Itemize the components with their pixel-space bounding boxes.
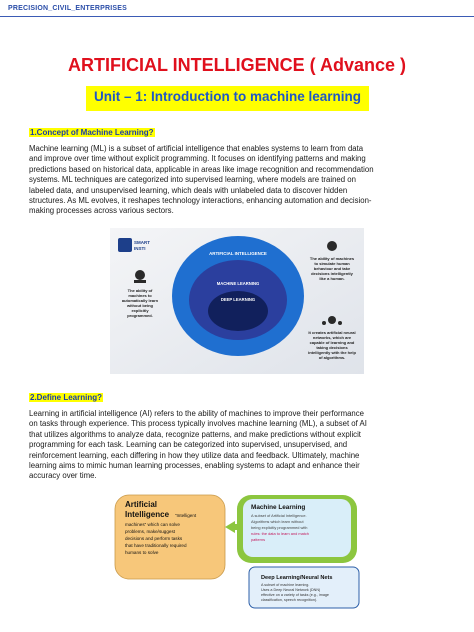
svg-text:programmed.: programmed.: [127, 313, 153, 318]
ml-label: MACHINE LEARNING: [216, 281, 260, 286]
ai-ml-dl-boxes-diagram: [113, 493, 361, 610]
svg-text:The ability of machines: The ability of machines: [309, 256, 355, 261]
svg-text:Uses a Deep Neural Network (DN: Uses a Deep Neural Network (DNN): [261, 588, 321, 592]
svg-text:to simulate human: to simulate human: [314, 261, 350, 266]
section2-line: reinforcement learning, each differing in how they utilize data and feedback. Ultimately, machine: [29, 450, 360, 460]
svg-text:being explicitly programmed wi: being explicitly programmed with: [251, 525, 308, 530]
page-title: ARTIFICIAL INTELLIGENCE ( Advance ): [67, 55, 407, 75]
header-divider: [0, 16, 474, 17]
ai-ml-dl-diagram: [110, 228, 364, 374]
section2-line: Learning in artificial intelligence (AI) refers to the ability of machines to improve their performance: [29, 409, 364, 418]
brain-icon: [327, 241, 337, 251]
section1-line: labeled data, and unsupervised learning, which deals with unlabeled data to discover hidden: [29, 185, 348, 195]
svg-text:taking decisions: taking decisions: [316, 345, 348, 350]
svg-text:machines to: machines to: [128, 293, 152, 298]
svg-text:decisions and perform tasks: decisions and perform tasks: [125, 536, 183, 541]
ai-label: ARTIFICIAL INTELLIGENCE: [209, 251, 267, 256]
svg-text:of algorithms.: of algorithms.: [318, 355, 346, 360]
section1-heading: 1.Concept of Machine Learning?: [30, 128, 154, 137]
ai-quote: “Intelligent: [175, 513, 197, 518]
ml-title: Machine Learning: [251, 504, 306, 511]
section1-line: structures. As ML evolves, it reshapes technology interactions, enhancing automation and decision-: [29, 196, 372, 206]
ai-title-1: Artificial: [125, 500, 158, 509]
svg-text:Algorithms which learn without: Algorithms which learn without: [251, 519, 304, 524]
svg-text:automatically learn: automatically learn: [121, 298, 159, 303]
ai-title-2: Intelligence: [125, 510, 170, 519]
logo-text-top: SMART: [134, 240, 150, 245]
svg-text:problems, make/suggest: problems, make/suggest: [125, 529, 176, 534]
svg-text:patterns: patterns: [251, 537, 266, 542]
section1-line: systems. ML techniques are categorized into supervised learning, where models are trained on: [29, 175, 356, 185]
svg-text:that have traditionally requir: that have traditionally required: [125, 543, 187, 548]
section1-line: Machine learning (ML) is a subset of artificial intelligence that enables systems to learn from data: [29, 144, 364, 153]
svg-text:decisions intelligently: decisions intelligently: [311, 271, 353, 276]
section1-paragraph: [29, 144, 447, 217]
section2-line: that utilizes algorithms to analyze data, recognize patterns, and make predictions without explicit: [29, 429, 361, 439]
dl-title: Deep Learning/Neural Nets: [261, 575, 333, 581]
svg-text:The ability of: The ability of: [127, 288, 153, 293]
svg-text:behaviour and take: behaviour and take: [313, 266, 351, 271]
svg-text:humans to solve: humans to solve: [125, 550, 159, 555]
svg-text:explicitly: explicitly: [131, 308, 149, 313]
section2-heading: 2.Define Learning?: [30, 393, 103, 402]
section2-line: learning aims to mimic human learning processes, enabling systems to adapt and enhance their: [29, 461, 360, 471]
svg-text:without being: without being: [127, 303, 153, 308]
svg-text:A subset of machine learning.: A subset of machine learning.: [261, 583, 310, 587]
svg-text:classification, speech recogni: classification, speech recognition).: [261, 598, 318, 602]
section1-line: making processes across various sectors.: [29, 206, 174, 216]
section2-paragraph: [29, 409, 447, 482]
unit-heading: Unit – 1: Introduction to machine learning: [93, 89, 361, 104]
svg-text:A subset of Artificial Intelli: A subset of Artificial Intelligence.: [251, 513, 307, 518]
section2-line: programming for each task. Learning can be categorized into supervised, unsupervised, and: [29, 440, 348, 450]
dl-label: DEEP LEARNING: [220, 297, 256, 302]
svg-text:It creates artificial neural: It creates artificial neural: [308, 330, 356, 335]
header-brand: PRECISION_CIVIL_ENTERPRISES: [8, 5, 127, 12]
logo-text-bottom: INSTI: [134, 246, 146, 251]
svg-text:machines” which can solve: machines” which can solve: [125, 522, 180, 527]
section2-line: on tasks through experience. This process typically involves machine learning (ML), a subset of AI: [29, 419, 367, 429]
svg-text:networks, which are: networks, which are: [312, 335, 352, 340]
section2-line: accuracy over time.: [29, 471, 97, 481]
section1-line: and improve over time without explicit programming. It focuses on identifying patterns and making: [29, 154, 366, 164]
svg-text:rules: the data to learn and m: rules: the data to learn and match: [251, 531, 309, 536]
svg-text:effective on a variety of task: effective on a variety of tasks (e.g., image: [261, 593, 329, 597]
svg-text:capable of learning and: capable of learning and: [309, 340, 355, 345]
section1-line: predictions based on historical data, applicable in areas like image recognition and recommendation: [29, 164, 374, 174]
svg-text:like a human.: like a human.: [319, 276, 345, 281]
svg-text:intelligently with the help: intelligently with the help: [308, 350, 356, 355]
